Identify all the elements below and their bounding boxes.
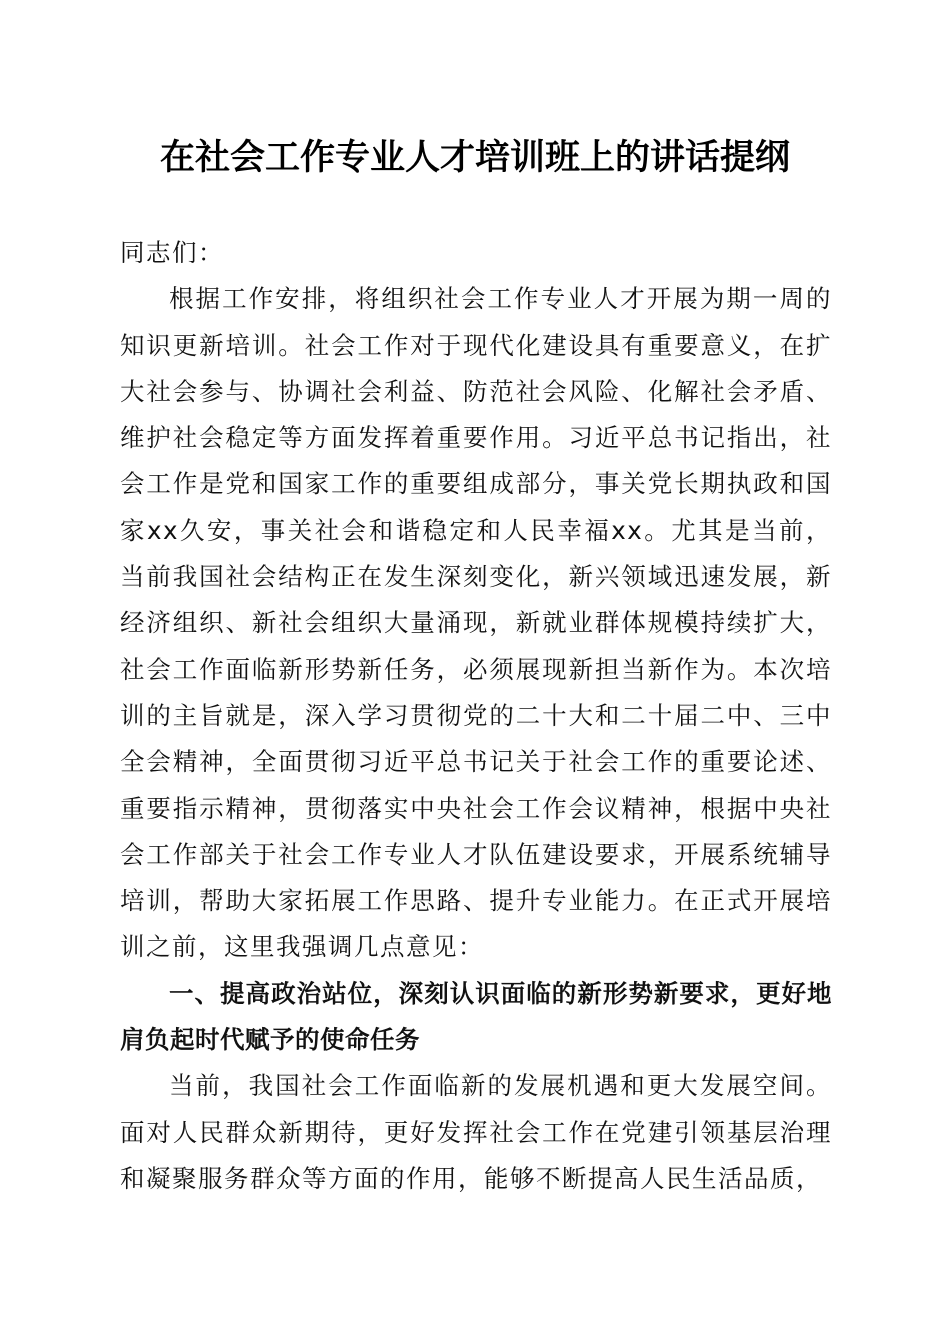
section-heading-1: 一、提高政治站位，深刻认识面临的新形势新要求，更好地肩负起时代赋予的使命任务 [120,978,832,1055]
salutation: 同志们： [120,238,224,267]
paragraph-section-1: 当前，我国社会工作面临新的发展机遇和更大发展空间。面对人民群众新期待，更好发挥社会工作在党建引领基层治理和凝聚服务群众等方面的作用，能够不断提高人民生活品质， [120,1071,832,1193]
document-body [120,230,832,1202]
document-title: 在社会工作专业人才培训班上的讲话提纲 [159,137,790,178]
paragraph-intro: 根据工作安排，将组织社会工作专业人才开展为期一周的知识更新培训。社会工作对于现代化建设具有重要意义，在扩大社会参与、协调社会利益、防范社会风险、化解社会矛盾、维护社会稳定等方面发挥着重要作用。习近平总书记指出，社会工作是党和国家工作的重要组成部分，事关党长期执政和国家xx久安，事关社会和谐稳定和人民幸福xx。尤其是当前，当前我国社会结构正在发生深刻变化，新兴领域迅速发展，新经济组织、新社会组织大量涌现，新就业群体规模持续扩大，社会工作面临新形势新任务，必须展现新担当新作为。本次培训的主旨就是，深入学习贯彻党的二十大和二十届二中、三中全会精神，全面贯彻习近平总书记关于社会工作的重要论述、重要指示精神，贯彻落实中央社会工作会议精神，根据中央社会工作部关于社会工作专业人才队伍建设要求，开展系统辅导培训，帮助大家拓展工作思路、提升专业能力。在正式开展培训之前，这里我强调几点意见： [120,284,832,962]
